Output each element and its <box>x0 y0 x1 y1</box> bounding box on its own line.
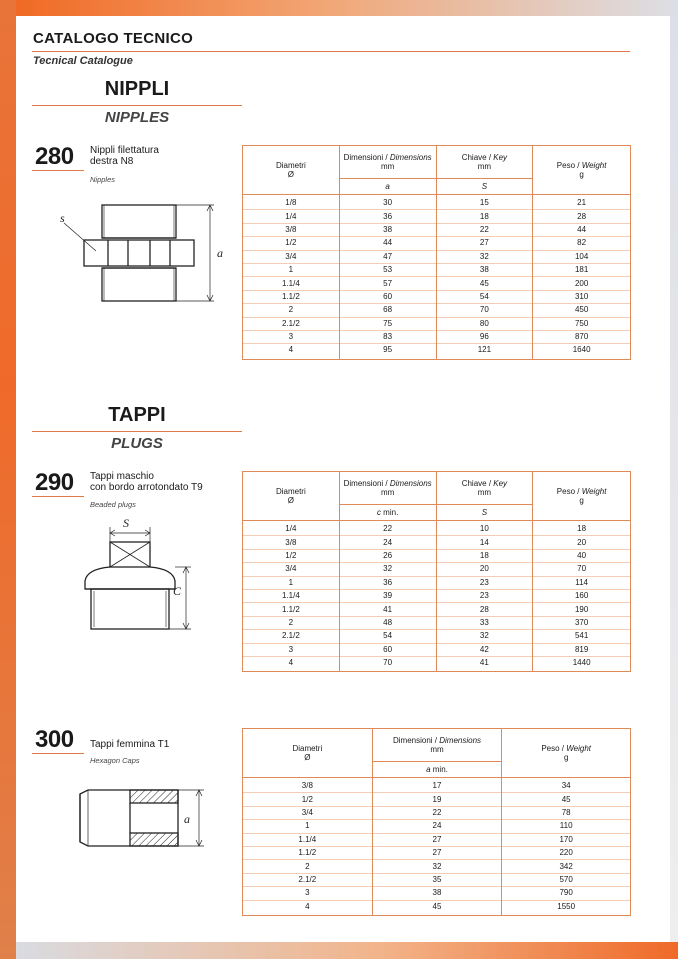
table-cell: 60 <box>339 290 436 303</box>
table-row <box>243 536 631 549</box>
table-cell: 40 <box>533 549 631 562</box>
header-label: Diametri <box>292 744 323 753</box>
table-cell: 4 <box>243 656 340 671</box>
table-cell: 17 <box>372 778 502 793</box>
table-300 <box>242 728 631 916</box>
table-cell: 2 <box>243 304 340 317</box>
header-label: Dimensioni / <box>343 153 390 162</box>
section-subtitle-plugs: PLUGS <box>111 435 163 452</box>
header-label: Chiave / <box>461 153 494 162</box>
table-cell: 26 <box>339 549 436 562</box>
header-sub-symbol: c <box>376 508 381 517</box>
table-cell: 3/8 <box>243 778 373 793</box>
section-rule <box>32 105 242 106</box>
table-cell: 1.1/4 <box>243 589 340 602</box>
product-code-300: 300 <box>35 726 74 753</box>
table-cell: 57 <box>339 277 436 290</box>
table-cell: 310 <box>533 290 631 303</box>
table-cell: 819 <box>533 643 631 656</box>
table-cell: 82 <box>533 237 631 250</box>
header-label-en: Key <box>493 153 508 162</box>
table-cell: 83 <box>339 330 436 343</box>
table-cell: 36 <box>339 576 436 589</box>
product-description-290 <box>90 471 240 493</box>
table-cell: 78 <box>502 806 631 819</box>
table-cell: 22 <box>372 806 502 819</box>
header-unit: g <box>579 170 584 179</box>
table-row <box>243 549 631 562</box>
table-290 <box>242 471 631 672</box>
table-cell: 1/2 <box>243 793 373 806</box>
section-title-tappi: TAPPI <box>108 404 166 426</box>
header-label-en: Dimensions <box>439 736 482 745</box>
product-code-280: 280 <box>35 143 74 170</box>
plug-drawing <box>65 515 205 640</box>
table-cell: 3/8 <box>243 223 340 236</box>
desc-line: Tappi femmina T1 <box>90 739 170 750</box>
frame-right <box>670 16 678 942</box>
header-label: Peso / <box>541 744 567 753</box>
table-row <box>243 304 631 317</box>
table-cell: 22 <box>339 521 436 536</box>
table-cell: 30 <box>339 195 436 210</box>
table-row <box>243 793 631 806</box>
table-cell: 121 <box>436 344 533 359</box>
table-row <box>243 778 631 793</box>
table-cell: 3/8 <box>243 536 340 549</box>
header-key <box>436 146 533 179</box>
table-row <box>243 576 631 589</box>
table-row <box>243 317 631 330</box>
table-cell: 32 <box>436 250 533 263</box>
table-row <box>243 900 631 915</box>
table-cell: 2.1/2 <box>243 317 340 330</box>
table-row <box>243 643 631 656</box>
table-cell: 68 <box>339 304 436 317</box>
table-row <box>243 250 631 263</box>
header-symbol: Ø <box>304 753 311 762</box>
frame-top <box>16 0 678 16</box>
table-cell: 190 <box>533 603 631 616</box>
table-row <box>243 277 631 290</box>
table-cell: 3 <box>243 643 340 656</box>
table-cell: 3/4 <box>243 806 373 819</box>
header-label: Chiave / <box>461 479 494 488</box>
table-cell: 3/4 <box>243 563 340 576</box>
table-cell: 18 <box>533 521 631 536</box>
desc-line: destra N8 <box>90 156 134 167</box>
catalog-subtitle: Tecnical Catalogue <box>33 55 133 67</box>
table-cell: 3/4 <box>243 250 340 263</box>
table-cell: 18 <box>436 549 533 562</box>
drawing-label-s: S <box>123 516 129 530</box>
table-cell: 80 <box>436 317 533 330</box>
table-cell: 1640 <box>533 344 631 359</box>
nipple-drawing <box>50 195 230 315</box>
header-unit: mm <box>477 488 492 497</box>
header-dimensions <box>339 146 436 179</box>
table-row <box>243 330 631 343</box>
table-cell: 20 <box>436 563 533 576</box>
section-rule <box>32 431 242 432</box>
table-cell: 35 <box>372 873 502 886</box>
table-row <box>243 603 631 616</box>
table-cell: 4 <box>243 900 373 915</box>
table-cell: 27 <box>372 846 502 859</box>
table-cell: 790 <box>502 887 631 900</box>
section-title-nippli: NIPPLI <box>104 78 170 100</box>
header-diameter <box>243 146 340 195</box>
table-cell: 28 <box>436 603 533 616</box>
header-label: Peso / <box>556 161 582 170</box>
header-sub-text: min. <box>380 508 399 517</box>
table-cell: 450 <box>533 304 631 317</box>
product-code-290: 290 <box>35 469 74 496</box>
section-subtitle-nipples: NIPPLES <box>104 109 170 126</box>
table-cell: 19 <box>372 793 502 806</box>
table-cell: 34 <box>502 778 631 793</box>
table-cell: 32 <box>339 563 436 576</box>
cap-drawing <box>70 780 220 860</box>
table-cell: 45 <box>372 900 502 915</box>
table-cell: 1550 <box>502 900 631 915</box>
header-weight <box>502 729 631 778</box>
table-cell: 870 <box>533 330 631 343</box>
table-row <box>243 195 631 210</box>
table-row <box>243 630 631 643</box>
table-cell: 2.1/2 <box>243 873 373 886</box>
table-cell: 38 <box>436 263 533 276</box>
table-cell: 2 <box>243 860 373 873</box>
table-cell: 160 <box>533 589 631 602</box>
table-cell: 114 <box>533 576 631 589</box>
header-unit: mm <box>477 162 492 171</box>
table-cell: 32 <box>372 860 502 873</box>
drawing-label-c: C <box>173 584 182 598</box>
table-cell: 53 <box>339 263 436 276</box>
desc-line: Nippli filettatura <box>90 145 159 156</box>
table-cell: 15 <box>436 195 533 210</box>
table-cell: 2.1/2 <box>243 630 340 643</box>
header-label: Diametri <box>275 161 306 170</box>
table-cell: 370 <box>533 616 631 629</box>
frame-left <box>0 0 16 959</box>
header-sub-symbol: a <box>426 765 431 774</box>
table-cell: 60 <box>339 643 436 656</box>
table-cell: 1.1/4 <box>243 833 373 846</box>
table-cell: 38 <box>339 223 436 236</box>
table-cell: 1 <box>243 576 340 589</box>
table-cell: 104 <box>533 250 631 263</box>
table-row <box>243 344 631 359</box>
table-cell: 39 <box>339 589 436 602</box>
table-cell: 70 <box>533 563 631 576</box>
header-unit: mm <box>380 162 395 171</box>
table-cell: 33 <box>436 616 533 629</box>
header-rule <box>32 51 630 52</box>
table-row <box>243 820 631 833</box>
table-cell: 41 <box>436 656 533 671</box>
header-sub-c-min <box>339 505 436 521</box>
table-cell: 48 <box>339 616 436 629</box>
table-cell: 47 <box>339 250 436 263</box>
table-cell: 41 <box>339 603 436 616</box>
table-cell: 45 <box>502 793 631 806</box>
header-key <box>436 472 533 505</box>
product-description-280 <box>90 145 240 167</box>
table-cell: 70 <box>436 304 533 317</box>
table-row <box>243 210 631 223</box>
table-cell: 342 <box>502 860 631 873</box>
desc-line: con bordo arrotondato T9 <box>90 482 203 493</box>
header-label: Peso / <box>556 487 582 496</box>
header-weight <box>533 146 631 195</box>
header-label-en: Weight <box>581 161 607 170</box>
header-label: Dimensioni / <box>392 736 440 745</box>
table-cell: 32 <box>436 630 533 643</box>
table-cell: 27 <box>372 833 502 846</box>
table-cell: 1.1/2 <box>243 603 340 616</box>
header-unit: g <box>579 496 584 505</box>
header-unit: g <box>563 753 569 762</box>
header-label-en: Weight <box>566 744 591 753</box>
table-cell: 21 <box>533 195 631 210</box>
table-cell: 27 <box>436 237 533 250</box>
header-label-en: Dimensions <box>389 153 432 162</box>
table-cell: 181 <box>533 263 631 276</box>
code-rule <box>32 496 84 497</box>
table-row <box>243 873 631 886</box>
table-cell: 28 <box>533 210 631 223</box>
product-description-en-290: Beaded plugs <box>90 500 136 509</box>
header-sub-a-min <box>372 762 502 778</box>
table-cell: 38 <box>372 887 502 900</box>
table-cell: 23 <box>436 576 533 589</box>
table-cell: 95 <box>339 344 436 359</box>
table-cell: 36 <box>339 210 436 223</box>
header-sub-text: min. <box>430 765 448 774</box>
header-label: Diametri <box>275 487 306 496</box>
catalog-title: CATALOGO TECNICO <box>33 30 194 47</box>
table-cell: 3 <box>243 330 340 343</box>
table-cell: 44 <box>339 237 436 250</box>
code-rule <box>32 753 84 754</box>
header-unit: mm <box>380 488 395 497</box>
header-weight <box>533 472 631 521</box>
drawing-label-s: s <box>60 211 65 225</box>
table-cell: 541 <box>533 630 631 643</box>
table-cell: 96 <box>436 330 533 343</box>
table-cell: 1 <box>243 263 340 276</box>
table-cell: 22 <box>436 223 533 236</box>
table-cell: 24 <box>372 820 502 833</box>
table-cell: 24 <box>339 536 436 549</box>
table-cell: 10 <box>436 521 533 536</box>
table-cell: 18 <box>436 210 533 223</box>
header-label-en: Dimensions <box>389 479 432 488</box>
table-row <box>243 806 631 819</box>
table-cell: 1/4 <box>243 521 340 536</box>
table-cell: 1.1/4 <box>243 277 340 290</box>
header-diameter <box>243 472 340 521</box>
table-cell: 1/2 <box>243 237 340 250</box>
header-sub-s: S <box>436 179 533 195</box>
table-cell: 23 <box>436 589 533 602</box>
drawing-label-a: a <box>184 812 190 826</box>
header-dimensions <box>339 472 436 505</box>
table-row <box>243 887 631 900</box>
table-row <box>243 521 631 536</box>
table-row <box>243 223 631 236</box>
header-unit: mm <box>430 745 444 754</box>
table-cell: 170 <box>502 833 631 846</box>
table-cell: 45 <box>436 277 533 290</box>
table-cell: 14 <box>436 536 533 549</box>
header-diameter <box>243 729 373 778</box>
table-row <box>243 656 631 671</box>
table-cell: 42 <box>436 643 533 656</box>
table-row <box>243 563 631 576</box>
table-row <box>243 237 631 250</box>
table-cell: 4 <box>243 344 340 359</box>
table-row <box>243 263 631 276</box>
product-description-en-280: Nipples <box>90 175 116 184</box>
table-cell: 3 <box>243 887 373 900</box>
header-symbol: Ø <box>287 170 294 179</box>
table-cell: 44 <box>533 223 631 236</box>
table-cell: 1/8 <box>243 195 340 210</box>
header-label-en: Key <box>493 479 508 488</box>
table-cell: 1.1/2 <box>243 846 373 859</box>
header-symbol: Ø <box>287 496 294 505</box>
product-description-en-300: Hexagon Caps <box>90 756 140 765</box>
table-row <box>243 846 631 859</box>
table-cell: 20 <box>533 536 631 549</box>
header-label: Dimensioni / <box>343 479 390 488</box>
table-cell: 1/4 <box>243 210 340 223</box>
table-cell: 70 <box>339 656 436 671</box>
table-cell: 54 <box>436 290 533 303</box>
code-rule <box>32 170 84 171</box>
table-row <box>243 860 631 873</box>
frame-bottom <box>16 942 678 959</box>
table-cell: 750 <box>533 317 631 330</box>
table-cell: 200 <box>533 277 631 290</box>
table-cell: 1/2 <box>243 549 340 562</box>
header-sub-s: S <box>436 505 533 521</box>
table-cell: 110 <box>502 820 631 833</box>
table-cell: 570 <box>502 873 631 886</box>
table-row <box>243 290 631 303</box>
header-label-en: Weight <box>581 487 607 496</box>
drawing-label-a: a <box>217 246 223 260</box>
table-280 <box>242 145 631 360</box>
table-cell: 1 <box>243 820 373 833</box>
desc-line: Tappi maschio <box>90 471 154 482</box>
product-description-300 <box>90 739 240 750</box>
header-dimensions <box>372 729 502 762</box>
table-row <box>243 833 631 846</box>
table-row <box>243 616 631 629</box>
table-cell: 54 <box>339 630 436 643</box>
table-cell: 220 <box>502 846 631 859</box>
table-cell: 1440 <box>533 656 631 671</box>
table-row <box>243 589 631 602</box>
table-cell: 1.1/2 <box>243 290 340 303</box>
table-cell: 2 <box>243 616 340 629</box>
table-cell: 75 <box>339 317 436 330</box>
header-sub-a: a <box>339 179 436 195</box>
